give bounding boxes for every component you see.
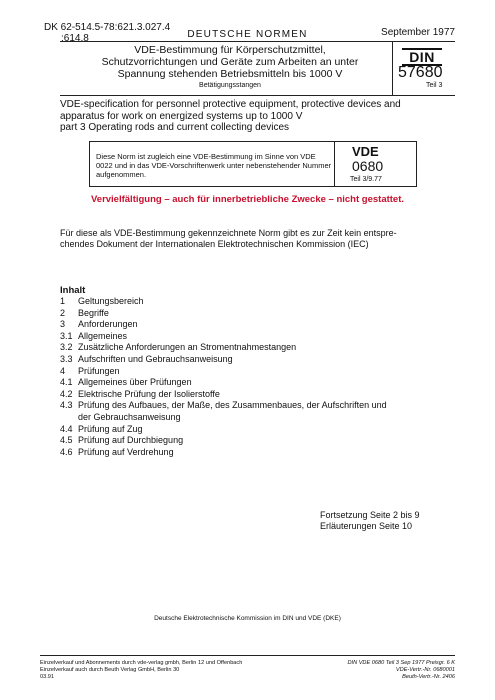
toc-item <box>60 424 460 436</box>
footer-line: Einzelverkauf und Abonnements durch vde-verlag gmbh, Berlin 12 und Offenbach <box>40 660 243 666</box>
continuation-pages: Fortsetzung Seite 2 bis 9 <box>320 510 420 520</box>
document-title <box>70 44 390 80</box>
english-title <box>60 99 455 134</box>
toc-item-number: 3.2 <box>60 342 73 353</box>
toc-item <box>60 400 460 412</box>
toc-item-label: Prüfung auf Verdrehung <box>78 446 174 457</box>
footer-distribution <box>40 660 242 680</box>
toc-item <box>60 366 460 378</box>
top-rule <box>60 41 455 42</box>
toc-item-number: 4 <box>60 365 66 376</box>
toc-item-label: Aufschriften und Gebrauchsanweisung <box>78 353 233 364</box>
toc-item-number: 4.1 <box>60 377 73 388</box>
english-title-line: part 3 Operating rods and current collecting devices <box>60 122 290 133</box>
explanations-page: Erläuterungen Seite 10 <box>320 521 413 531</box>
vde-number: 0680 <box>352 158 384 174</box>
din-part: Teil 3 <box>426 82 443 89</box>
toc-item-label: Prüfung auf Durchbiegung <box>78 435 184 446</box>
toc-item <box>60 308 460 320</box>
toc-item-number: 4.5 <box>60 435 73 446</box>
toc-item <box>60 296 460 308</box>
toc-item-number <box>60 412 78 424</box>
continuation-note <box>320 510 420 532</box>
vde-notice-text: Diese Norm ist zugleich eine VDE-Bestimmung im Sinne von VDE 0022 und in das VDE-Vorschriftenwerk unter nebenstehender Nummer aufgenommen. <box>96 152 332 179</box>
title-line: Spannung stehenden Betriebsmitteln bis 1000 V <box>117 68 343 80</box>
footer-rule <box>40 655 455 656</box>
footer-line: 03.91 <box>40 673 54 680</box>
toc-item-number: 2 <box>60 307 66 318</box>
title-line: Schutzvorrichtungen und Geräte zum Arbeiten an unter <box>101 56 359 68</box>
english-title-line: VDE-specification for personnel protective equipment, protective devices and <box>60 99 401 110</box>
title-rule <box>60 95 455 96</box>
toc-item <box>60 354 460 366</box>
toc-item-number: 1 <box>60 296 66 306</box>
footer-order-numbers <box>348 660 455 680</box>
toc-item-number: 4.4 <box>60 423 73 434</box>
publication-date: September 1977 <box>381 27 455 38</box>
toc-item <box>60 389 460 401</box>
toc-item-label: Prüfungen <box>78 365 120 376</box>
din-number: 57680 <box>398 64 443 81</box>
toc-item-label: Allgemeines über Prüfungen <box>78 377 192 388</box>
toc-item-number: 4.2 <box>60 388 73 399</box>
vde-part: Teil 3/9.77 <box>350 176 382 183</box>
toc-item-number: 3 <box>60 319 66 330</box>
dk-line-2: :614.8 <box>61 33 89 44</box>
vde-box-divider <box>334 142 335 186</box>
iec-note-line: chendes Dokument der Internationalen Elektrotechnischen Kommission (IEC) <box>60 239 369 249</box>
toc-item <box>60 447 460 459</box>
toc-item-label: Anforderungen <box>78 319 138 330</box>
toc-item <box>60 435 460 447</box>
toc-item-number: 4.3 <box>60 400 73 411</box>
table-of-contents <box>60 296 460 458</box>
dk-line-1: DK 62-514.5-78:621.3.027.4 <box>44 22 171 33</box>
toc-item <box>60 377 460 389</box>
footer-line: DIN VDE 0680 Teil 3 Sep 1977 Preisgr. 6 K <box>347 660 455 666</box>
toc-item-number: 4.6 <box>60 446 73 457</box>
title-line: VDE-Bestimmung für Körperschutzmittel, <box>134 44 326 56</box>
toc-item <box>60 319 460 331</box>
toc-item-label: der Gebrauchsanweisung <box>78 411 181 422</box>
toc-item-label: Begriffe <box>78 307 109 318</box>
toc-item <box>60 331 460 343</box>
document-subtitle: Betätigungsstangen <box>199 82 261 89</box>
footer-line: Beuth-Vertr.-Nr. 2406 <box>402 673 455 680</box>
iec-note-line: Für diese als VDE-Bestimmung gekennzeichnete Norm gibt es zur Zeit kein entspre- <box>60 228 397 238</box>
toc-item-number: 3.3 <box>60 353 73 364</box>
din-logo-text: DIN <box>402 48 442 66</box>
toc-item-label: Elektrische Prüfung der Isolierstoffe <box>78 388 220 399</box>
english-title-line: apparatus for work on energized systems up to 1000 V <box>60 110 303 122</box>
copy-warning: Vervielfältigung – auch für innerbetriebliche Zwecke – nicht gestattet. <box>90 194 405 205</box>
toc-item-label: Zusätzliche Anforderungen an Stromentnahmestangen <box>78 342 297 353</box>
toc-heading: Inhalt <box>60 285 86 296</box>
toc-item-label: Prüfung auf Zug <box>78 423 143 434</box>
toc-item-label: Geltungsbereich <box>78 296 144 306</box>
toc-item-number: 3.1 <box>60 330 73 341</box>
header-divider <box>392 41 393 95</box>
toc-item-label: Prüfung des Aufbaues, der Maße, des Zusammenbaues, der Aufschriften und <box>78 400 387 411</box>
toc-item-label: Allgemeines <box>78 330 128 341</box>
footer-line: Einzelverkauf auch durch Beuth Verlag GmbH, Berlin 30 <box>40 666 180 673</box>
iec-note <box>60 228 460 250</box>
vde-notice-box <box>89 141 417 187</box>
toc-item <box>60 412 460 424</box>
toc-item <box>60 342 460 354</box>
footer-line: VDE-Vertr.-Nr. 0680001 <box>395 666 455 673</box>
vde-label: VDE <box>352 144 379 159</box>
standards-series-title: DEUTSCHE NORMEN <box>187 29 308 40</box>
dke-issuer: Deutsche Elektrotechnische Kommission im DIN und VDE (DKE) <box>154 615 341 622</box>
